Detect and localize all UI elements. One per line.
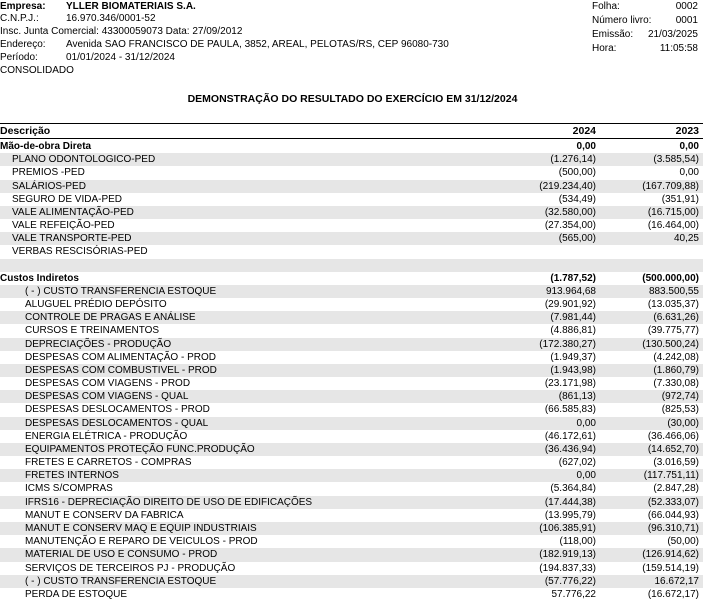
row-value-2024: (172.380,27) bbox=[539, 338, 596, 350]
row-description: DEPRECIAÇÕES - PRODUÇÃO bbox=[25, 338, 172, 350]
row-value-2024: (32.580,00) bbox=[544, 206, 596, 218]
row-value-2024: (182.919,13) bbox=[539, 549, 596, 561]
row-value-2024: (627,02) bbox=[558, 457, 596, 469]
table-row bbox=[0, 496, 703, 509]
row-value-2023: (351,91) bbox=[661, 193, 699, 205]
row-description: CONTROLE DE PRAGAS E ANÁLISE bbox=[25, 312, 196, 324]
row-value-2023: 883.500,55 bbox=[648, 285, 699, 297]
income-statement-table bbox=[0, 140, 703, 601]
report-title: DEMONSTRAÇÃO DO RESULTADO DO EXERCÍCIO EM 31/12/2024 bbox=[187, 93, 518, 105]
row-value-2023: (30,00) bbox=[667, 417, 699, 429]
table-row bbox=[0, 575, 703, 588]
table-row bbox=[0, 562, 703, 575]
row-value-2023: (159.514,19) bbox=[642, 562, 699, 574]
row-value-2024: (1.943,98) bbox=[550, 364, 596, 376]
row-description: DESPESAS DESLOCAMENTOS - PROD bbox=[25, 404, 210, 416]
row-description: FRETES E CARRETOS - COMPRAS bbox=[25, 457, 192, 469]
row-description: VALE REFEIÇÃO-PED bbox=[12, 220, 115, 232]
table-row bbox=[0, 390, 703, 403]
row-description: DESPESAS COM VIAGENS - QUAL bbox=[25, 391, 189, 403]
row-value-2024: 0,00 bbox=[576, 141, 596, 152]
row-value-2024: 57.776,22 bbox=[551, 588, 596, 600]
row-description: MANUTENÇÃO E REPARO DE VEICULOS - PROD bbox=[25, 536, 258, 548]
issue-label: Emissão: bbox=[592, 29, 634, 40]
row-value-2024: (29.901,92) bbox=[544, 299, 596, 311]
table-row bbox=[0, 206, 703, 219]
row-description: CURSOS E TREINAMENTOS bbox=[25, 325, 160, 337]
table-row bbox=[0, 522, 703, 535]
table-row bbox=[0, 548, 703, 561]
book-number bbox=[592, 14, 698, 27]
row-value-2023: (2.847,28) bbox=[653, 483, 699, 495]
row-value-2024: (219.234,40) bbox=[539, 180, 596, 192]
issue-value: 21/03/2025 bbox=[647, 29, 698, 40]
row-value-2023: (130.500,24) bbox=[642, 338, 699, 350]
row-description: FRETES INTERNOS bbox=[25, 470, 119, 482]
row-value-2023: (167.709,88) bbox=[642, 180, 699, 192]
junta-text: Insc. Junta Comercial: 43300059073 Data: 27/09/2012 bbox=[0, 26, 243, 37]
row-value-2024: (194.837,33) bbox=[539, 562, 596, 574]
table-row bbox=[0, 364, 703, 377]
row-value-2024: (4.886,81) bbox=[550, 325, 596, 337]
row-description: SALÁRIOS-PED bbox=[12, 180, 86, 192]
row-description: MANUT E CONSERV DA FABRICA bbox=[25, 509, 184, 521]
row-value-2023: (117.751,11) bbox=[643, 470, 699, 482]
table-row bbox=[0, 588, 703, 601]
table-row bbox=[0, 535, 703, 548]
section-row bbox=[0, 272, 703, 285]
issue-time bbox=[592, 42, 698, 55]
row-value-2024: 0,00 bbox=[576, 417, 596, 429]
row-value-2023: (500.000,00) bbox=[642, 272, 699, 284]
row-value-2024: (66.585,83) bbox=[544, 404, 596, 416]
table-row bbox=[0, 259, 703, 272]
document-meta bbox=[592, 0, 698, 56]
table-row bbox=[0, 245, 703, 258]
row-description: PERDA DE ESTOQUE bbox=[25, 588, 128, 600]
row-value-2024: (17.444,38) bbox=[544, 496, 596, 508]
row-description: Custos Indiretos bbox=[0, 272, 79, 284]
address-value: Avenida SAO FRANCISCO DE PAULA, 3852, AREAL, PELOTAS/RS, CEP 96080-730 bbox=[66, 39, 449, 50]
consolidated-label: CONSOLIDADO bbox=[0, 65, 74, 76]
table-row bbox=[0, 443, 703, 456]
row-description: ICMS S/COMPRAS bbox=[25, 483, 113, 495]
row-description: ENERGIA ELÉTRICA - PRODUÇÃO bbox=[25, 430, 188, 442]
table-row bbox=[0, 430, 703, 443]
cnpj-label: C.N.P.J.: bbox=[0, 13, 39, 24]
row-value-2023: (1.860,79) bbox=[653, 364, 699, 376]
row-description: EQUIPAMENTOS PROTEÇÃO FUNC.PRODUÇÃO bbox=[25, 443, 255, 455]
row-value-2023: (972,74) bbox=[661, 391, 699, 403]
row-value-2023: 0,00 bbox=[679, 141, 699, 152]
table-row bbox=[0, 193, 703, 206]
row-description: ALUGUEL PRÉDIO DEPÓSITO bbox=[25, 299, 167, 311]
row-value-2024: (500,00) bbox=[558, 167, 596, 179]
table-row bbox=[0, 324, 703, 337]
row-value-2024: (1.276,14) bbox=[550, 154, 596, 166]
table-row bbox=[0, 417, 703, 430]
row-description: VERBAS RESCISÓRIAS-PED bbox=[12, 246, 148, 258]
row-value-2023: (36.466,06) bbox=[647, 430, 699, 442]
row-value-2023: (7.330,08) bbox=[653, 378, 699, 390]
column-header-2023: 2023 bbox=[675, 125, 699, 137]
period-value: 01/01/2024 - 31/12/2024 bbox=[66, 52, 175, 63]
row-description: VALE ALIMENTAÇÃO-PED bbox=[12, 206, 134, 218]
row-value-2023: (96.310,71) bbox=[647, 522, 699, 534]
row-description: VALE TRANSPORTE-PED bbox=[12, 233, 132, 245]
table-row bbox=[0, 166, 703, 179]
row-value-2023: (52.333,07) bbox=[647, 496, 699, 508]
row-value-2024: (36.436,94) bbox=[544, 443, 596, 455]
row-value-2024: (1.949,37) bbox=[550, 351, 596, 363]
row-description: MANUT E CONSERV MAQ E EQUIP INDUSTRIAIS bbox=[25, 522, 257, 534]
table-row bbox=[0, 377, 703, 390]
row-value-2023: (3.016,59) bbox=[653, 457, 699, 469]
row-value-2023: (16.464,00) bbox=[647, 220, 699, 232]
row-value-2023: 40,25 bbox=[673, 233, 699, 245]
row-value-2024: 0,00 bbox=[576, 470, 596, 482]
row-description: SEGURO DE VIDA-PED bbox=[12, 193, 123, 205]
row-value-2023: (39.775,77) bbox=[647, 325, 699, 337]
table-row bbox=[0, 338, 703, 351]
page-number bbox=[592, 0, 698, 13]
row-description: DESPESAS COM ALIMENTAÇÃO - PROD bbox=[25, 351, 216, 363]
cnpj-value: 16.970.346/0001-52 bbox=[66, 13, 156, 24]
book-label: Número livro: bbox=[592, 15, 652, 26]
row-value-2024: (23.171,98) bbox=[544, 378, 596, 390]
table-row bbox=[0, 298, 703, 311]
row-description: IFRS16 - DEPRECIAÇÃO DIREITO DE USO DE EDIFICAÇÕES bbox=[25, 496, 313, 508]
row-description: Mão-de-obra Direta bbox=[0, 141, 92, 152]
table-row bbox=[0, 311, 703, 324]
row-value-2023: 16.672,17 bbox=[654, 575, 699, 587]
row-description: PLANO ODONTOLOGICO-PED bbox=[12, 154, 156, 166]
company-label: Empresa: bbox=[0, 1, 46, 12]
row-value-2024: (534,49) bbox=[558, 193, 596, 205]
table-header bbox=[0, 123, 703, 139]
row-value-2023: (4.242,08) bbox=[653, 351, 699, 363]
time-value: 11:05:58 bbox=[659, 43, 698, 54]
row-value-2024: (7.981,44) bbox=[550, 312, 596, 324]
table-row bbox=[0, 482, 703, 495]
row-value-2023: (16.715,00) bbox=[647, 206, 699, 218]
period-label: Período: bbox=[0, 52, 38, 63]
row-description: MATERIAL DE USO E CONSUMO - PROD bbox=[25, 549, 218, 561]
row-description: DESPESAS DESLOCAMENTOS - QUAL bbox=[25, 417, 209, 429]
row-description: SERVIÇOS DE TERCEIROS PJ - PRODUÇÃO bbox=[25, 562, 236, 574]
row-value-2023: (126.914,62) bbox=[642, 549, 699, 561]
row-description: PREMIOS -PED bbox=[12, 167, 85, 179]
row-value-2023: (6.631,26) bbox=[653, 312, 699, 324]
row-value-2024: (46.172,61) bbox=[544, 430, 596, 442]
table-row bbox=[0, 403, 703, 416]
row-value-2023: (13.035,37) bbox=[647, 299, 699, 311]
table-row bbox=[0, 285, 703, 298]
row-value-2024: (27.354,00) bbox=[544, 220, 596, 232]
row-value-2023: (14.652,70) bbox=[647, 443, 699, 455]
row-description: ( - ) CUSTO TRANSFERENCIA ESTOQUE bbox=[25, 285, 217, 297]
table-row bbox=[0, 180, 703, 193]
table-row bbox=[0, 509, 703, 522]
row-value-2024: (861,13) bbox=[558, 391, 596, 403]
row-value-2024: (1.787,52) bbox=[550, 272, 596, 284]
row-description: DESPESAS COM COMBUSTIVEL - PROD bbox=[25, 364, 217, 376]
page-value: 0002 bbox=[675, 1, 698, 12]
column-header-description: Descrição bbox=[0, 125, 51, 137]
row-value-2024: (13.995,79) bbox=[544, 509, 596, 521]
book-value: 0001 bbox=[675, 15, 698, 26]
issue-date bbox=[592, 28, 698, 41]
row-value-2023: (50,00) bbox=[667, 536, 699, 548]
table-row bbox=[0, 153, 703, 166]
row-description: DESPESAS COM VIAGENS - PROD bbox=[25, 378, 191, 390]
row-value-2024: 913.964,68 bbox=[545, 285, 596, 297]
table-row bbox=[0, 456, 703, 469]
column-header-2024: 2024 bbox=[572, 125, 596, 137]
row-value-2023: (66.044,93) bbox=[647, 509, 699, 521]
row-value-2023: 0,00 bbox=[679, 167, 699, 179]
row-value-2024: (5.364,84) bbox=[550, 483, 596, 495]
table-row bbox=[0, 351, 703, 364]
row-value-2023: (825,53) bbox=[661, 404, 699, 416]
section-row bbox=[0, 140, 703, 153]
table-row bbox=[0, 219, 703, 232]
row-value-2024: (57.776,22) bbox=[544, 575, 596, 587]
row-value-2024: (118,00) bbox=[559, 536, 596, 548]
row-value-2023: (16.672,17) bbox=[647, 588, 699, 600]
table-row bbox=[0, 469, 703, 482]
table-row bbox=[0, 232, 703, 245]
address-label: Endereço: bbox=[0, 39, 46, 50]
company-name: YLLER BIOMATERIAIS S.A. bbox=[66, 1, 196, 12]
page-label: Folha: bbox=[592, 1, 620, 12]
row-value-2024: (106.385,91) bbox=[539, 522, 596, 534]
row-value-2023: (3.585,54) bbox=[653, 154, 699, 166]
row-description: ( - ) CUSTO TRANSFERENCIA ESTOQUE bbox=[25, 575, 217, 587]
time-label: Hora: bbox=[592, 43, 617, 54]
row-value-2024: (565,00) bbox=[558, 233, 596, 245]
